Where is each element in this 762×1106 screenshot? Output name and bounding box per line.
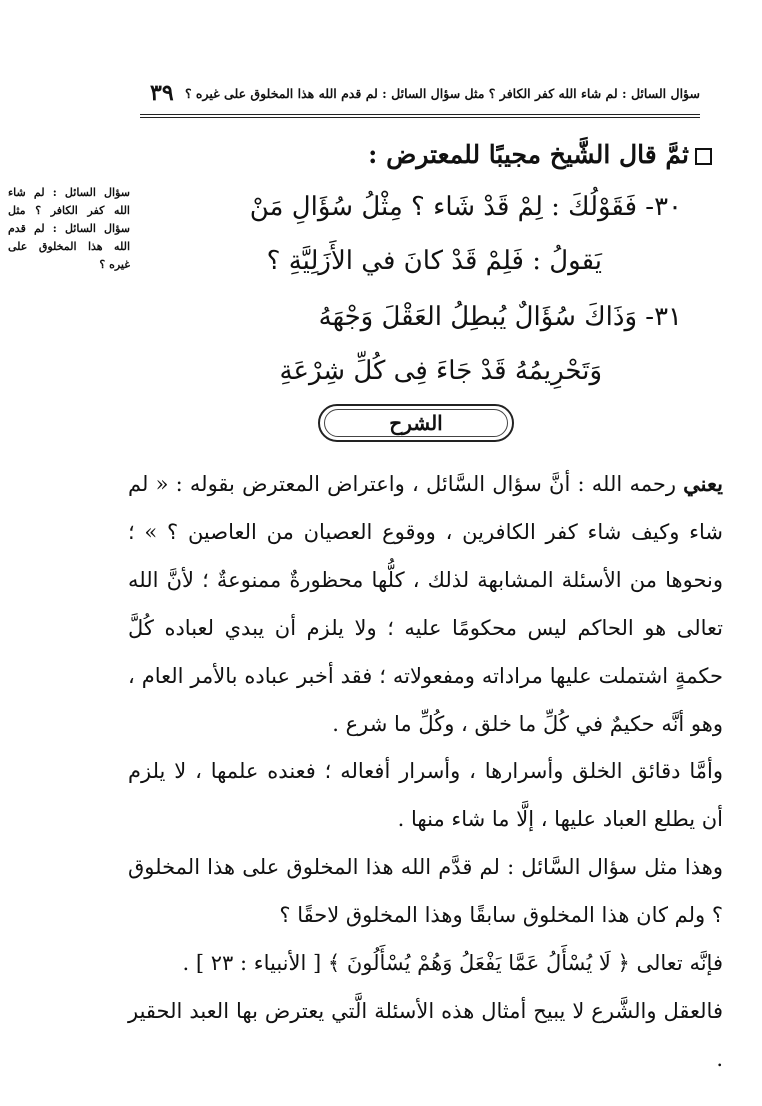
verse-30-line2: يَقولُ : فَلِمْ قَدْ كانَ في الأَزَلِيَّةِ ؟ (266, 246, 602, 276)
margin-note: سؤال السائل : لم شاء الله كفر الكافر ؟ مثل سؤال السائل : لم قدم الله هذا المخلوق على غيره ؟ (8, 186, 130, 271)
running-title: سؤال السائل : لم شاء الله كفر الكافر ؟ مثل سؤال السائل : لم قدم الله هذا المخلوق على غيره ؟ (184, 86, 700, 101)
square-bullet-icon (695, 148, 712, 165)
paragraph-5: فالعقل والشَّرع لا يبيح أمثال هذه الأسئلة الَّتي يعترض بها العبد الحقير . (128, 999, 723, 1071)
intro-text: ثمَّ قال الشَّيخ مجيبًا للمعترض : (368, 140, 689, 169)
paragraph-3: وهذا مثل سؤال السَّائل : لم قدَّم الله هذا المخلوق على هذا المخلوق ؟ ولم كان هذا المخلوق سابقًا وهذا المخلوق لاحقًا ؟ (128, 855, 723, 927)
section-label: الشرح (324, 409, 508, 437)
intro-line (152, 140, 712, 169)
paragraph-1-text: رحمه الله : أنَّ سؤال السَّائل ، واعتراض المعترض بقوله : « لم شاء وكيف شاء كفر الكافرين ، ووقوع العصيان من العاصين ؟ » ؛ ونحوها من الأسئلة المشابهة لذلك ، كلُّها محظورةٌ ممنوعةٌ ؛ لأنَّ الله تعالى هو الحاكم ليس محكومًا عليه ؛ ولا يلزم أن يبدي لعباده كُلَّ حكمةٍ اشتملت عليها مراداته ومفعولاته ؛ فقد أخبر عباده بالأمر العام ، وهو أنَّه حكيمٌ في كُلِّ ما خلق ، وكُلِّ ما شرع . (128, 472, 723, 736)
paragraph-1 (128, 460, 723, 748)
verse-30-line1: ٣٠- فَقَوْلُكَ : لِمْ قَدْ شَاء ؟ مِثْلُ سُؤَالِ مَنْ (249, 192, 682, 222)
page-header (140, 78, 700, 114)
verse-31-line2: وَتَحْرِيمُهُ قَدْ جَاءَ فِى كُلِّ شِرْعَةِ (279, 356, 602, 386)
paragraph-2: وأمَّا دقائق الخلق وأسرارها ، وأسرار أفعاله ؛ فعنده علمها ، لا يلزم أن يطلع العباد عليها ، إلَّا ما شاء منها . (128, 759, 723, 831)
header-rule (140, 114, 700, 118)
page-number: ٣٩ (150, 80, 174, 106)
section-label-frame (318, 404, 514, 442)
paragraph-1-lead: يعني (683, 471, 723, 496)
verse-31-line1: ٣١- وَذَاكَ سُؤَالٌ يُبطِلُ العَقْلَ وَجْهَهُ (318, 302, 682, 332)
paragraph-4: فإنَّه تعالى ﴿ لَا يُسْأَلُ عَمَّا يَفْعَلُ وَهُمْ يُسْأَلُونَ ﴾ [ الأنبياء : ٢٣ ] . (182, 951, 723, 975)
